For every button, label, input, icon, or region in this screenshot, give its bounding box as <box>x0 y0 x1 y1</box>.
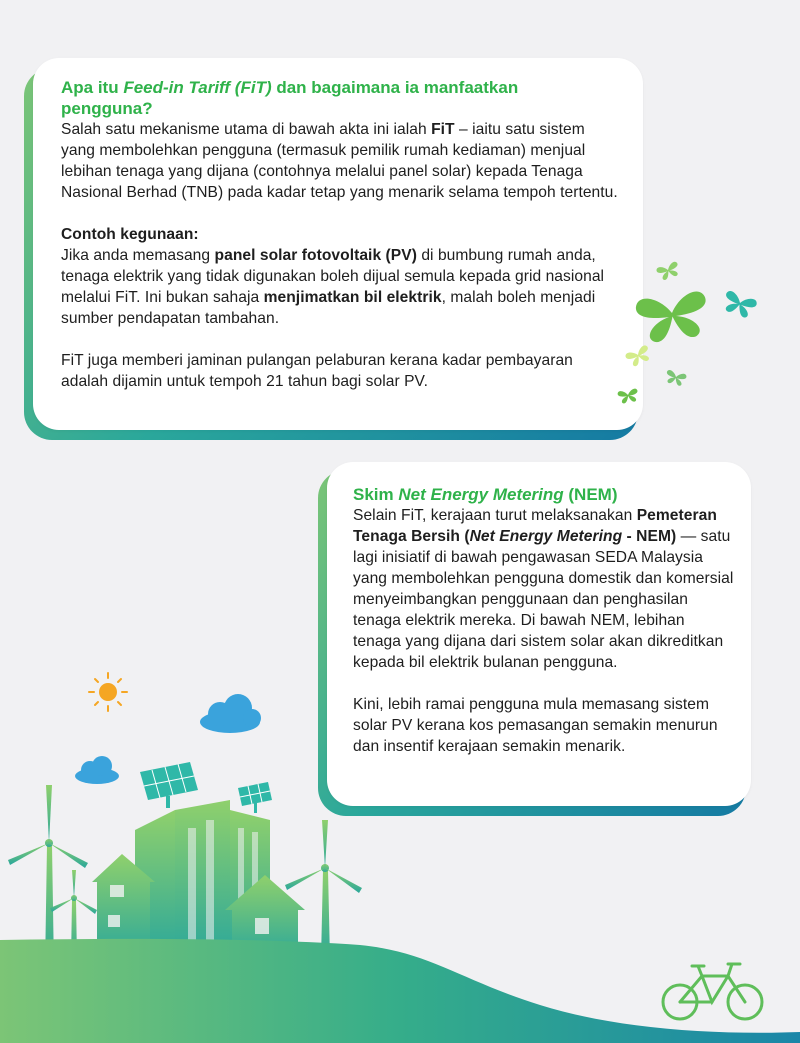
butterfly-yellow-icon <box>624 344 652 368</box>
butterfly-tiny-icon <box>664 369 687 387</box>
butterfly-bottom-icon <box>617 388 639 404</box>
solar-panel-large-icon <box>140 762 198 808</box>
nem-card-paragraph-1: Selain FiT, kerajaan turut melaksanakan Pemeteran Tenaga Bersih (Net Energy Metering - NEM) — satu lagi inisiatif di bawah pengawasan SEDA Malaysia yang membolehkan pengguna domestik dan komersial menyeimbangkan penggunaan dan penghasilan tenaga elektrik mereka. Di bawah NEM, lebihan tenaga yang dijana dari sistem solar akan dikreditkan kepada bil elektrik bulanan pengguna. <box>353 507 734 671</box>
bicycle-icon <box>663 964 762 1019</box>
sun-icon <box>89 673 127 711</box>
cloud-large-icon <box>200 694 261 733</box>
butterfly-teal-icon <box>721 290 758 320</box>
butterfly-small-icon <box>656 261 682 282</box>
fit-card-paragraph-3: FiT juga memberi jaminan pulangan pelaburan kerana kadar pembayaran adalah dijamin untuk tempoh 21 tahun bagi solar PV. <box>61 352 573 390</box>
fit-card-title: Apa itu Feed-in Tariff (FiT) dan bagaimana ia manfaatkan pengguna? <box>61 78 519 118</box>
fit-info-card <box>33 58 643 430</box>
green-city-illustration <box>0 660 800 1043</box>
butterfly-large-icon <box>635 290 711 344</box>
nem-card-paragraph-2: Kini, lebih ramai pengguna mula memasang sistem solar PV kerana kos pemasangan semakin menurun dan insentif kerajaan semakin menarik. <box>353 696 718 755</box>
green-hill <box>0 939 800 1043</box>
solar-panel-small-icon <box>238 782 272 813</box>
building-tall-center <box>175 800 230 960</box>
butterflies-illustration <box>610 255 800 415</box>
fit-card-paragraph-2: Jika anda memasang panel solar fotovoltaik (PV) di bumbung rumah anda, tenaga elektrik yang tidak digunakan boleh dijual semula kepada grid nasional melalui FiT. Ini bukan sahaja menjimatkan bil elektrik, malah boleh menjadi sumber pendapatan tambahan. <box>61 247 605 327</box>
fit-card-subheading: Contoh kegunaan: <box>61 226 199 243</box>
cloud-small-icon <box>75 756 119 784</box>
fit-card-paragraph-1: Salah satu mekanisme utama di bawah akta ini ialah FiT – iaitu satu sistem yang membolehkan pengguna (termasuk pemilik rumah kediaman) menjual lebihan tenaga yang dijana (contohnya melalui panel solar) kepada Tenaga Nasional Berhad (TNB) pada kadar tetap yang menarik selama tempoh tertentu. <box>61 121 618 201</box>
nem-card-title: Skim Net Energy Metering (NEM) <box>353 485 618 504</box>
